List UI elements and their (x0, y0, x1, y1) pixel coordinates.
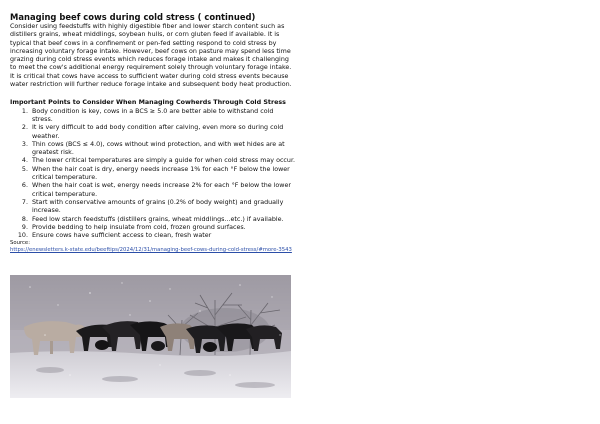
article (10, 12, 296, 254)
list-item: 4. The lower critical temperatures are simply a guide for when cold stress may occur. (30, 157, 296, 165)
list-item: 10. Ensure cows have sufficient access to clean, fresh water (30, 232, 296, 240)
cattle-in-snow-photo (10, 275, 291, 398)
list-item: 2. It is very difficult to add body condition after calving, even more so during cold weather. (30, 124, 296, 141)
intro-paragraph: Consider using feedstuffs with highly digestible fiber and lower starch content such as distillers grains, wheat middlings, soybean hulls, or corn gluten feed if available. It is typical that beef cows in a confinement or pen-fed setting respond to cold stress by increasing voluntary forage intake. However, beef cows on pasture may spend less time grazing during cold stress events which reduces forage intake and makes it challenging to meet the cow's additional energy requirement solely through voluntary forage intake. It is critical that cows have access to sufficient water during cold stress events because water restriction will further reduce forage intake and subsequent body heat production. (10, 23, 292, 89)
points-list (10, 108, 296, 241)
list-item: 9. Provide bedding to help insulate from cold, frozen ground surfaces. (30, 224, 296, 232)
list-item: 5. When the hair coat is dry, energy needs increase 1% for each °F below the lower critical temperature. (30, 166, 296, 183)
source-label: Source: (10, 240, 30, 247)
list-heading: Important Points to Consider When Managing Cowherds Through Cold Stress (10, 99, 286, 107)
list-item: 1. Body condition is key, cows in a BCS ≥ 5.0 are better able to withstand cold stress. (30, 108, 296, 125)
article-title: Managing beef cows during cold stress ( continued) (10, 12, 256, 22)
list-item: 3. Thin cows (BCS ≤ 4.0), cows without wind protection, and with wet hides are at greatest risk. (30, 141, 296, 158)
list-item: 8. Feed low starch feedstuffs (distillers grains, wheat middlings...etc.) if available. (30, 216, 296, 224)
source-link[interactable]: https://enewsletters.k-state.edu/beeftips/2024/12/31/managing-beef-cows-during-cold-stress/#more-3543 (10, 247, 292, 254)
photo-illustration (10, 275, 291, 398)
list-item: 6. When the hair coat is wet, energy needs increase 2% for each °F below the lower critical temperature. (30, 182, 296, 199)
list-item: 7. Start with conservative amounts of grains (0.2% of body weight) and gradually increase. (30, 199, 296, 216)
